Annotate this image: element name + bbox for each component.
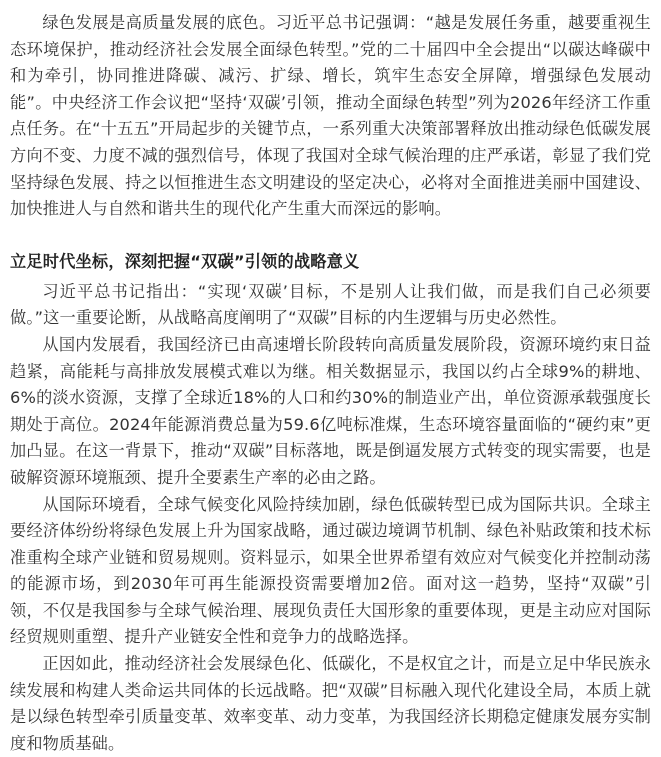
body-paragraph-domestic: 从国内发展看，我国经济已由高速增长阶段转向高质量发展阶段，资源环境约束日益趋紧，高能耗与高排放发展模式难以为继。相关数据显示，我国以约占全球9%的耕地、6%的淡水资源，支撑了全球近18%的人口和约30%的制造业产出，单位资源承载强度长期处于高位。2024年能源消费总量为59.6亿吨标准煤，生态环境容量面临的“硬约束”更加凸显。在这一背景下，推动“双碳”目标落地，既是倒逼发展方式转变的现实需要，也是破解资源环境瓶颈、提升全要素生产率的必由之路。 xyxy=(10,334,651,487)
intro-paragraph: 绿色发展是高质量发展的底色。习近平总书记强调：“越是发展任务重，越要重视生态环境保护，推动经济社会发展全面绿色转型。”党的二十届四中全会提出“以碳达峰碳中和为牵引，协同推进降碳、减污、扩绿、增长，筑牢生态安全屏障，增强绿色发展动能”。中央经济工作会议把“坚持‘双碳’引领，推动全面绿色转型”列为2026年经济工作重点任务。在“十五五”开局起步的关键节点，一系列重大决策部署释放出推动绿色低碳发展方向不变、力度不减的强烈信号，体现了我国对全球气候治理的庄严承诺，彰显了我们党坚持绿色发展、持之以恒推进生态文明建设的坚定决心，必将对全面推进美丽中国建设、加快推进人与自然和谐共生的现代化产生重大而深远的影响。 xyxy=(10,13,651,219)
section-strategic-significance xyxy=(10,249,651,757)
body-paragraph-conclusion: 正因如此，推动经济社会发展绿色化、低碳化，不是权宜之计，而是立足中华民族永续发展和构建人类命运共同体的长远战略。把“双碳”目标融入现代化建设全局，本质上就是以绿色转型牵引质量变革、效率变革、动力变革，为我国经济长期稳定健康发展夯实制度和物质基础。 xyxy=(10,654,651,753)
section-heading: 立足时代坐标，深刻把握“双碳”引领的战略意义 xyxy=(10,251,360,271)
body-paragraph-international: 从国际环境看，全球气候变化风险持续加剧，绿色低碳转型已成为国际共识。全球主要经济体纷纷将绿色发展上升为国家战略，通过碳边境调节机制、绿色补贴政策和技术标准重构全球产业链和贸易规则。资料显示，如果全世界希望有效应对气候变化并控制动荡的能源市场，到2030年可再生能源投资需要增加2倍。面对这一趋势，坚持“双碳”引领，不仅是我国参与全球气候治理、展现负责任大国形象的重要体现，更是主动应对国际经贸规则重塑、提升产业链安全性和竞争力的战略选择。 xyxy=(10,494,651,647)
body-paragraph-quote: 习近平总书记指出：“实现‘双碳’目标，不是别人让我们做，而是我们自己必须要做。”这一重要论断，从战略高度阐明了“双碳”目标的内生逻辑与历史必然性。 xyxy=(10,281,651,328)
